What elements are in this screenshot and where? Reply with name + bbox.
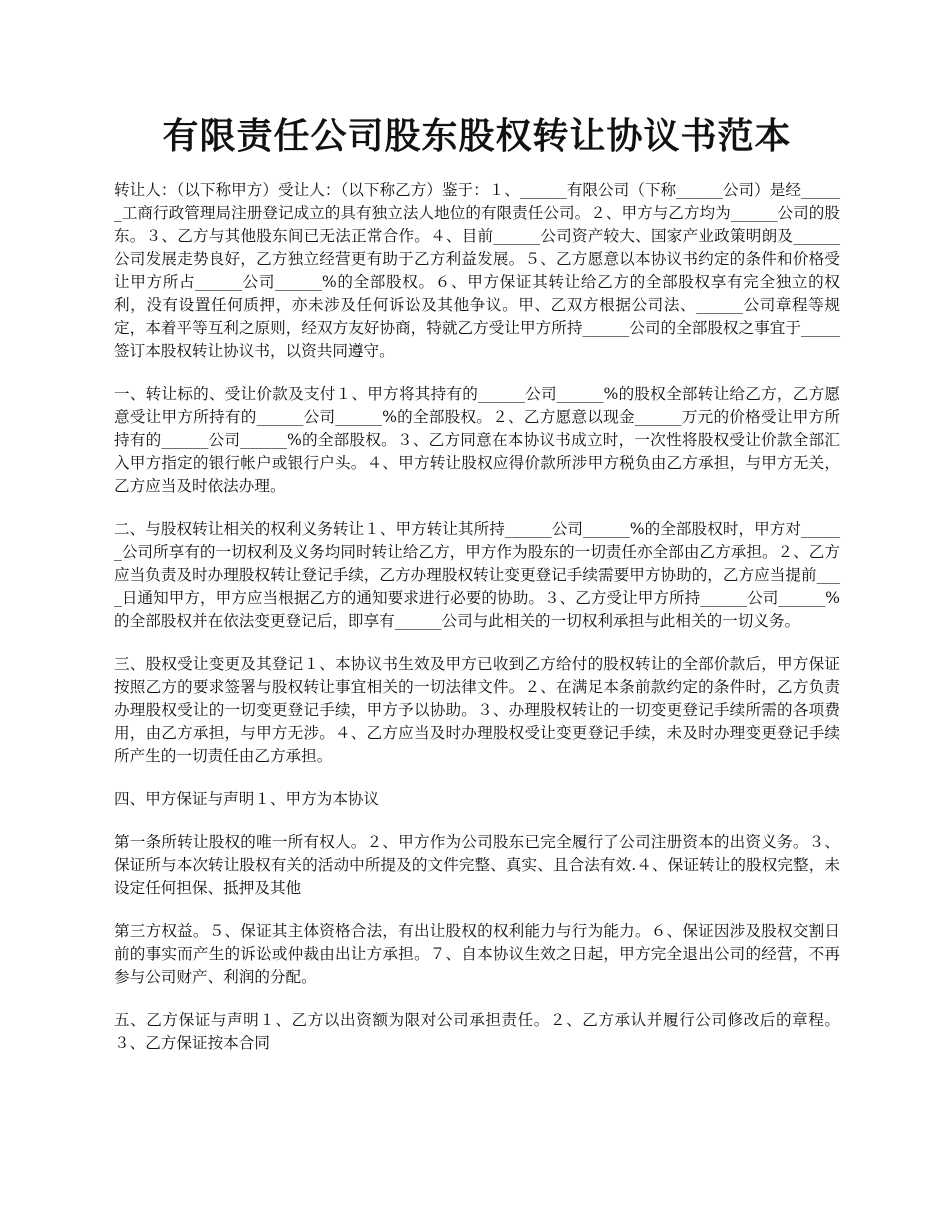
paragraph-preamble: 转让人：（以下称甲方）受让人：（以下称乙方）鉴于：１、______有限公司（下称______公司）是经______工商行政管理局注册登记成立的具有独立法人地位的有限责任公司。２、甲方与乙方均为______公司的股东。３、乙方与其他股东间已无法正常合作。４、目前______公司资产较大、国家产业政策明朗及______公司发展走势良好，乙方独立经营更有助于乙方利益发展。５、乙方愿意以本协议书约定的条件和价格受让甲方所占______公司______%的全部股权。６、甲方保证其转让给乙方的全部股权享有完全独立的权利，没有设置任何质押，亦未涉及任何诉讼及其他争议。甲、乙双方根据公司法、______公司章程等规定，本着平等互利之原则，经双方友好协商，特就乙方受让甲方所持______公司的全部股权之事宜于_____签订本股权转让协议书，以资共同遵守。	[114, 181, 840, 360]
paragraph-section-3: 三、股权受让变更及其登记１、本协议书生效及甲方已收到乙方给付的股权转让的全部价款后，甲方保证按照乙方的要求签署与股权转让事宜相关的一切法律文件。２、在满足本条前款约定的条件时，乙方负责办理股权受让的一切变更登记手续，甲方予以协助。３、办理股权转让的一切变更登记手续所需的各项费用，由乙方承担，与甲方无涉。４、乙方应当及时办理股权受让变更登记手续，未及时办理变更登记手续所产生的一切责任由乙方承担。	[114, 655, 840, 765]
paragraph-section-2: 二、与股权转让相关的权利义务转让１、甲方转让其所持______公司______%的全部股权时，甲方对______公司所享有的一切权利及义务均同时转让给乙方，甲方作为股东的一切责任亦全部由乙方承担。２、乙方应当负责及时办理股权转让登记手续，乙方办理股权转让变更登记手续需要甲方协助的，乙方应当提前____日通知甲方，甲方应当根据乙方的通知要求进行必要的协助。３、乙方受让甲方所持______公司______%的全部股权并在依法变更登记后，即享有______公司与此相关的一切权利承担与此相关的一切义务。	[114, 520, 840, 630]
paragraph-section-4-part-1: 第一条所转让股权的唯一所有权人。２、甲方作为公司股东已完全履行了公司注册资本的出资义务。３、保证所与本次转让股权有关的活动中所提及的文件完整、真实、且合法有效.４、保证转让的股权完整，未设定任何担保、抵押及其他	[114, 833, 840, 897]
paragraph-section-4-heading: 四、甲方保证与声明１、甲方为本协议	[114, 790, 380, 808]
paragraph-section-4-part-2: 第三方权益。５、保证其主体资格合法，有出让股权的权利能力与行为能力。６、保证因涉及股权交割日前的事实而产生的诉讼或仲裁由出让方承担。７、自本协议生效之日起，甲方完全退出公司的经营，不再参与公司财产、利润的分配。	[114, 922, 840, 986]
document-title: 有限责任公司股东股权转让协议书范本	[162, 116, 792, 157]
document-page	[114, 112, 840, 1075]
paragraph-section-5: 五、乙方保证与声明１、乙方以出资额为限对公司承担责任。２、乙方承认并履行公司修改后的章程。３、乙方保证按本合同	[114, 1011, 840, 1052]
paragraph-section-1: 一、转让标的、受让价款及支付１、甲方将其持有的______公司______%的股权全部转让给乙方，乙方愿意受让甲方所持有的______公司______%的全部股权。２、乙方愿意以现金______万元的价格受让甲方所持有的______公司______%的全部股权。３、乙方同意在本协议书成立时，一次性将股权受让价款全部汇入甲方指定的银行帐户或银行户头。４、甲方转让股权应得价款所涉甲方税负由乙方承担，与甲方无关，乙方应当及时依法办理。	[114, 385, 840, 495]
